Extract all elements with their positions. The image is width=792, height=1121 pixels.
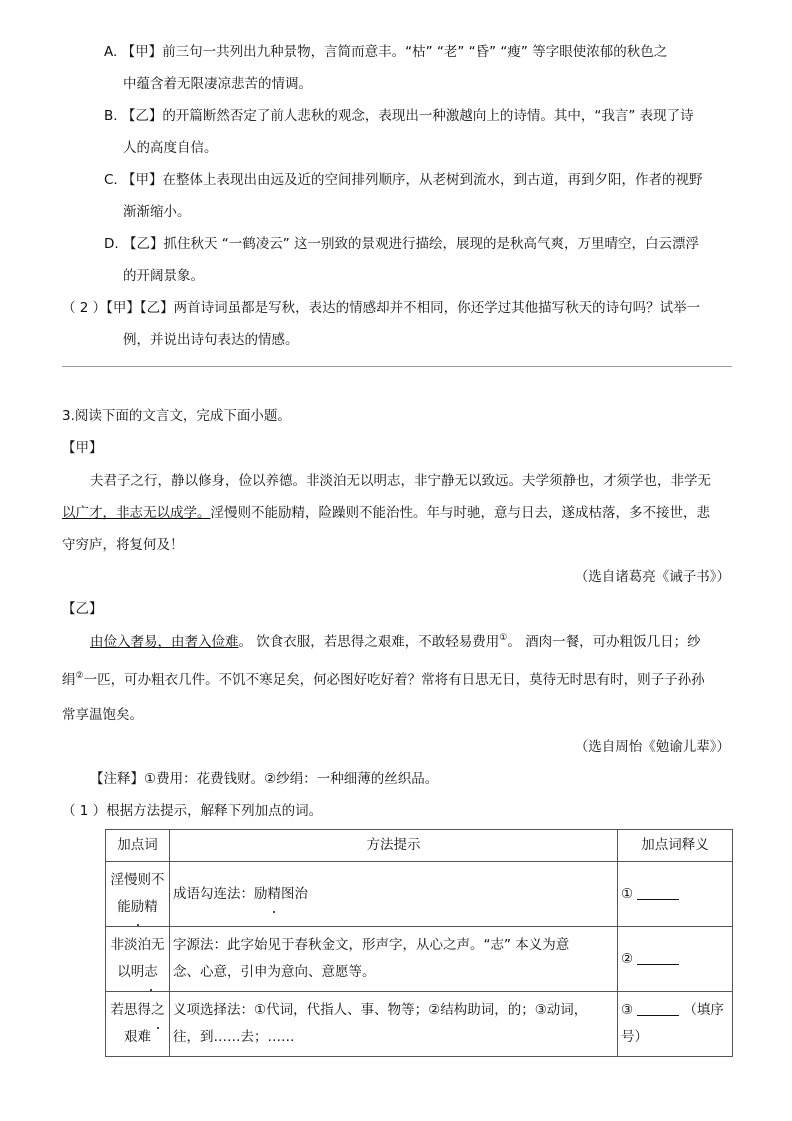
- table-row: [106, 862, 733, 927]
- passage-jia-source: （选自诸葛亮《诫子书》）: [574, 569, 730, 585]
- method-hint-cell: 成语勾连法：励精图治: [170, 862, 618, 927]
- passage-yi-line2: [62, 670, 705, 690]
- passage-yi-label: 【乙】: [62, 601, 103, 617]
- passage-yi-source: （选自周怡《勉谕儿辈》）: [574, 739, 730, 755]
- dotted-char: 精: [268, 881, 282, 908]
- table-header: 加点词: [106, 830, 170, 862]
- underlined-phrase-2: 由奢入俭难: [171, 634, 239, 650]
- option-b-line1: B. 【乙】的开篇断然否定了前人悲秋的观念，表现出一种激越向上的诗情。其中，“我言” 表现了诗: [104, 108, 694, 124]
- option-a-line1: A. 【甲】前三句一共列出九种景物，言简而意丰。“枯” “老” “昏” “瘦” 等字眼使浓郁的秋色之: [104, 44, 668, 60]
- subquestion-1: （ 1 ）根据方法提示，解释下列加点的词。: [62, 803, 323, 819]
- note-1-mark: ①: [499, 633, 508, 643]
- table-header-row: [106, 830, 733, 862]
- passage-yi-line2-head: 绢: [62, 672, 76, 688]
- passage-yi-line1-rest: 。 饮食衣服，若思得之艰难，不敢轻易费用: [238, 634, 500, 650]
- option-c-line1: C. 【甲】在整体上表现出由远及近的空间排列顺序，从老树到流水，到古道，再到夕阳，作者的视野: [104, 172, 703, 188]
- note-2-mark: ②: [75, 671, 84, 681]
- annotation-notes: 【注释】①费用：花费钱财。②纱绢：一种细薄的丝织品。: [90, 771, 439, 787]
- option-b-line2: 人的高度自信。: [123, 140, 218, 156]
- passage-yi-line2-rest: 一匹，可办粗衣几件。不饥不寒足矣，何必图好吃好着？常将有日思无日，莫待无时思有时，则子子孙孙: [83, 672, 705, 688]
- answer-cell[interactable]: ②: [618, 927, 733, 992]
- passage-yi-line3: 常享温饱矣。: [62, 707, 143, 723]
- dotted-char: 志: [144, 959, 158, 986]
- answer-blank[interactable]: [637, 885, 679, 900]
- table-row: [106, 992, 733, 1057]
- question-2-line2: 例，并说出诗句表达的情感。: [123, 332, 299, 348]
- passage-jia-line2-rest: 淫慢则不能励精，险躁则不能治性。年与时驰，意与日去，遂成枯落，多不接世，悲: [210, 505, 710, 521]
- passage-jia-label: 【甲】: [62, 440, 103, 456]
- section-divider: [62, 366, 732, 367]
- option-a-line2: 中蕴含着无限凄凉悲苦的情调。: [123, 76, 312, 92]
- answer-blank[interactable]: [637, 950, 679, 965]
- dotted-char: 之: [151, 997, 165, 1024]
- passage-yi-line1: [90, 632, 701, 652]
- question-2-line1: （ 2 ）【甲】【乙】两首诗词虽都是写秋，表达的情感却并不相同，你还学过其他描写秋天的诗句吗？试举一: [62, 300, 701, 316]
- dotted-word-cell: 淫慢则不 能励精: [106, 862, 170, 927]
- method-hint-cell: 义项选择法：①代词，代指人、事、物等；②结构助词，的；③动词， 往，到……去；……: [170, 992, 618, 1057]
- table-header: 加点词释义: [618, 830, 733, 862]
- table-row: [106, 927, 733, 992]
- method-hint-cell: 字源法：此字始见于春秋金文，形声字，从心之声。“志” 本义为意 念、心意，引申为意向、意愿等。: [170, 927, 618, 992]
- method-table: [105, 829, 733, 1057]
- answer-blank[interactable]: [637, 1001, 679, 1016]
- answer-cell[interactable]: ①: [618, 862, 733, 927]
- passage-jia-line1: 夫君子之行，静以修身，俭以养德。非淡泊无以明志，非宁静无以致远。夫学须静也，才须学也，非学无: [90, 473, 711, 489]
- underlined-phrase-1: 由俭入奢易，: [90, 634, 171, 650]
- dotted-word-cell: 非淡泊无 以明志: [106, 927, 170, 992]
- underlined-sentence: 以广才，非志无以成学。: [62, 505, 211, 521]
- passage-yi-line1-tail: 。 酒肉一餐，可办粗饭几日；纱: [507, 634, 701, 650]
- dotted-word-cell: 若思得之 艰难: [106, 992, 170, 1057]
- passage-jia-line2: [62, 503, 710, 523]
- option-d-line1: D. 【乙】抓住秋天 “一鹤凌云” 这一别致的景观进行描绘，展现的是秋高气爽，万里晴空，白云漂浮: [104, 236, 700, 252]
- option-d-line2: 的开阔景象。: [123, 268, 204, 284]
- answer-cell[interactable]: ③ （填序 号）: [618, 992, 733, 1057]
- dotted-char: 励: [131, 894, 145, 921]
- question-3-title: 3.阅读下面的文言文，完成下面小题。: [62, 408, 291, 424]
- passage-jia-line3: 守穷庐，将复何及！: [62, 537, 184, 553]
- option-c-line2: 渐渐缩小。: [123, 204, 191, 220]
- table-header: 方法提示: [170, 830, 618, 862]
